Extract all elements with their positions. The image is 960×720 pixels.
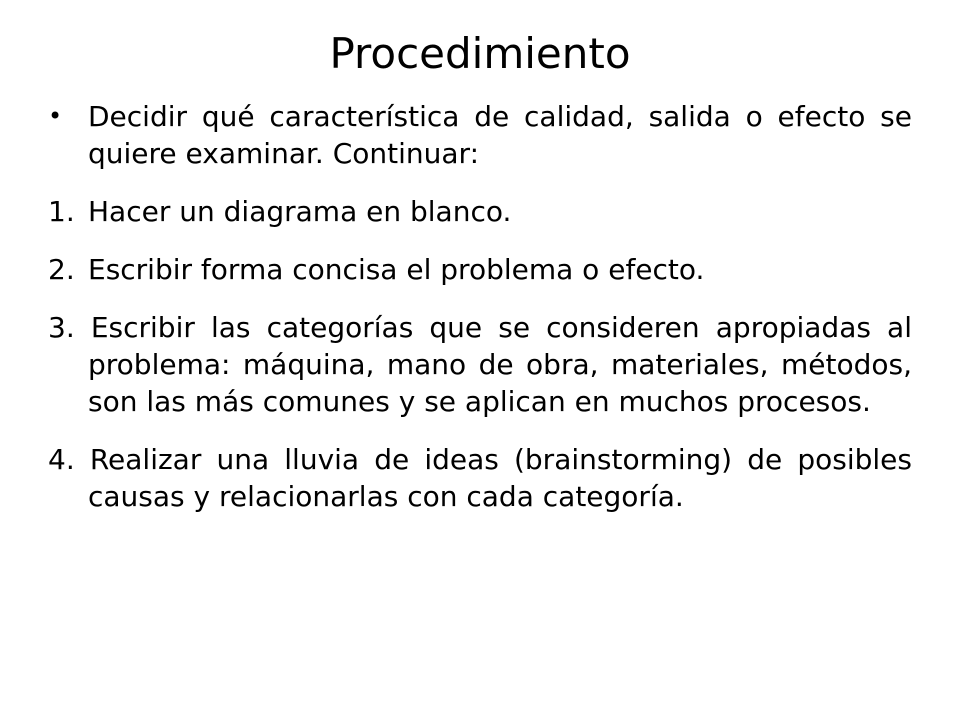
- list-item-4: [48, 441, 912, 515]
- list-item-text: Decidir qué característica de calidad, salida o efecto se quiere examinar. Continuar:: [88, 100, 912, 170]
- list-number: 1.: [48, 195, 75, 228]
- bullet-icon: •: [48, 102, 63, 130]
- list-item-1: [48, 193, 912, 230]
- list-item-text: Escribir forma concisa el problema o efecto.: [88, 253, 705, 286]
- list-item-bullet: [48, 98, 912, 172]
- slide-title: Procedimiento: [329, 29, 631, 78]
- list-item-text: Hacer un diagrama en blanco.: [88, 195, 512, 228]
- list-item-text: Escribir las categorías que se consideren apropiadas al problema: máquina, mano de obra, materiales, métodos, son las más comunes y se aplican en muchos procesos.: [88, 311, 912, 418]
- list-item-text: Realizar una lluvia de ideas (brainstorming) de posibles causas y relacionarlas con cada categoría.: [88, 443, 912, 513]
- list-number: 4.: [48, 443, 90, 476]
- list-item-3: [48, 309, 912, 420]
- list-number: 2.: [48, 253, 75, 286]
- slide-body: [48, 98, 912, 536]
- list-number: 3.: [48, 311, 91, 344]
- list-item-2: [48, 251, 912, 288]
